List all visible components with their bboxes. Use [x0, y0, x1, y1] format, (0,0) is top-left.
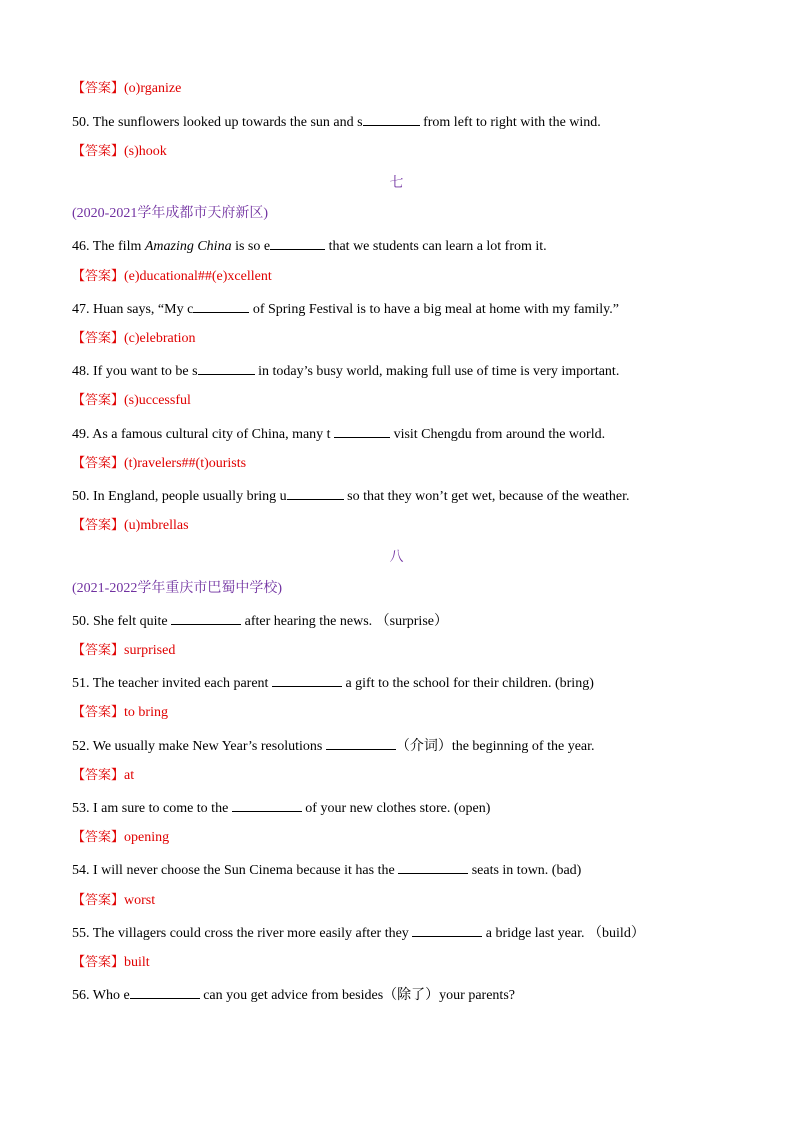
answer-line — [72, 392, 191, 410]
question-line — [72, 860, 581, 880]
source-label: (2020-2021学年成都市天府新区) — [72, 206, 268, 221]
answer-blank — [412, 923, 482, 937]
answer-text: (o)rganize — [124, 81, 182, 96]
question-line — [72, 236, 547, 256]
answer-text: (e)ducational##(e)xcellent — [124, 269, 272, 284]
question-text: can you get advice from besides（除了）your parents? — [199, 988, 515, 1003]
answer-text: built — [124, 955, 150, 970]
answer-tag: 【答案】 — [72, 705, 125, 720]
question-text: 50. She felt quite — [72, 614, 172, 629]
question-line — [72, 611, 448, 631]
question-line — [72, 798, 490, 818]
answer-line — [72, 517, 189, 535]
answer-line — [72, 892, 155, 910]
question-line — [72, 361, 619, 381]
question-text: of your new clothes store. (open) — [301, 801, 491, 816]
question-line — [72, 985, 515, 1005]
answer-tag: 【答案】 — [72, 393, 125, 408]
question-text: after hearing the news. （surprise） — [241, 614, 448, 629]
answer-blank — [363, 112, 420, 126]
answer-blank — [198, 361, 255, 375]
answer-blank — [171, 611, 241, 625]
question-text: from left to right with the wind. — [419, 115, 601, 130]
answer-text: worst — [124, 893, 156, 908]
question-text: 56. Who e — [72, 988, 130, 1003]
question-line — [72, 112, 601, 132]
film-title: Amazing China — [144, 239, 232, 254]
answer-tag: 【答案】 — [72, 456, 125, 471]
question-line — [72, 736, 595, 756]
answer-tag: 【答案】 — [72, 893, 125, 908]
answer-line — [72, 829, 169, 847]
answer-line — [72, 330, 196, 348]
question-text: 50. In England, people usually bring u — [72, 489, 287, 504]
question-text: 55. The villagers could cross the river more easily after they — [72, 926, 413, 941]
question-text: in today’s busy world, making full use of time is very important. — [254, 364, 620, 379]
answer-tag: 【答案】 — [72, 331, 125, 346]
section-number: 七 — [389, 175, 404, 191]
answer-text: (t)ravelers##(t)ourists — [124, 456, 247, 471]
question-text: visit Chengdu from around the world. — [390, 427, 606, 442]
question-text: 48. If you want to be s — [72, 364, 198, 379]
answer-line — [72, 704, 168, 722]
question-text: 53. I am sure to come to the — [72, 801, 232, 816]
question-line — [72, 486, 630, 506]
answer-tag: 【答案】 — [72, 518, 125, 533]
answer-line — [72, 767, 134, 785]
answer-text: surprised — [124, 643, 176, 658]
question-line — [72, 673, 594, 693]
question-text: 49. As a famous cultural city of China, many t — [72, 427, 335, 442]
question-line — [72, 424, 605, 444]
question-line — [72, 923, 645, 943]
answer-text: (u)mbrellas — [124, 518, 189, 533]
answer-line — [72, 954, 150, 972]
answer-tag: 【答案】 — [72, 144, 125, 159]
question-text: of Spring Festival is to have a big meal at home with my family.” — [249, 302, 619, 317]
answer-blank — [272, 673, 342, 687]
question-text: 54. I will never choose the Sun Cinema because it has the — [72, 863, 399, 878]
question-line — [72, 299, 619, 319]
question-text: 51. The teacher invited each parent — [72, 676, 272, 691]
answer-line — [72, 642, 175, 660]
answer-line — [72, 268, 272, 286]
answer-line — [72, 455, 246, 473]
answer-blank — [326, 736, 396, 750]
answer-blank — [287, 486, 344, 500]
section-number: 八 — [389, 549, 404, 565]
question-text: that we students can learn a lot from it. — [325, 239, 547, 254]
answer-tag: 【答案】 — [72, 81, 125, 96]
question-text: 47. Huan says, “My c — [72, 302, 194, 317]
answer-text: (c)elebration — [124, 331, 196, 346]
answer-tag: 【答案】 — [72, 768, 125, 783]
answer-text: at — [124, 768, 135, 783]
answer-tag: 【答案】 — [72, 955, 125, 970]
answer-blank — [334, 424, 390, 438]
answer-blank — [232, 798, 302, 812]
question-text: a bridge last year. （build） — [482, 926, 645, 941]
question-text: 46. The film — [72, 239, 145, 254]
question-text: （介词）the beginning of the year. — [395, 739, 595, 754]
answer-line — [72, 80, 181, 98]
answer-text: (s)hook — [124, 144, 167, 159]
answer-tag: 【答案】 — [72, 643, 125, 658]
question-text: so that they won’t get wet, because of the weather. — [343, 489, 630, 504]
answer-text: opening — [124, 830, 170, 845]
answer-text: to bring — [124, 705, 168, 720]
answer-blank — [398, 860, 468, 874]
answer-blank — [270, 236, 325, 250]
question-text: seats in town. (bad) — [468, 863, 582, 878]
answer-tag: 【答案】 — [72, 269, 125, 284]
answer-blank — [193, 299, 249, 313]
question-text: 50. The sunflowers looked up towards the sun and s — [72, 115, 363, 130]
answer-line — [72, 143, 167, 161]
question-text: is so e — [231, 239, 271, 254]
answer-text: (s)uccessful — [124, 393, 191, 408]
question-text: 52. We usually make New Year’s resolutions — [72, 739, 326, 754]
question-text: a gift to the school for their children. (bring) — [341, 676, 594, 691]
source-label: (2021-2022学年重庆市巴蜀中学校) — [72, 581, 282, 596]
answer-tag: 【答案】 — [72, 830, 125, 845]
answer-blank — [130, 985, 200, 999]
